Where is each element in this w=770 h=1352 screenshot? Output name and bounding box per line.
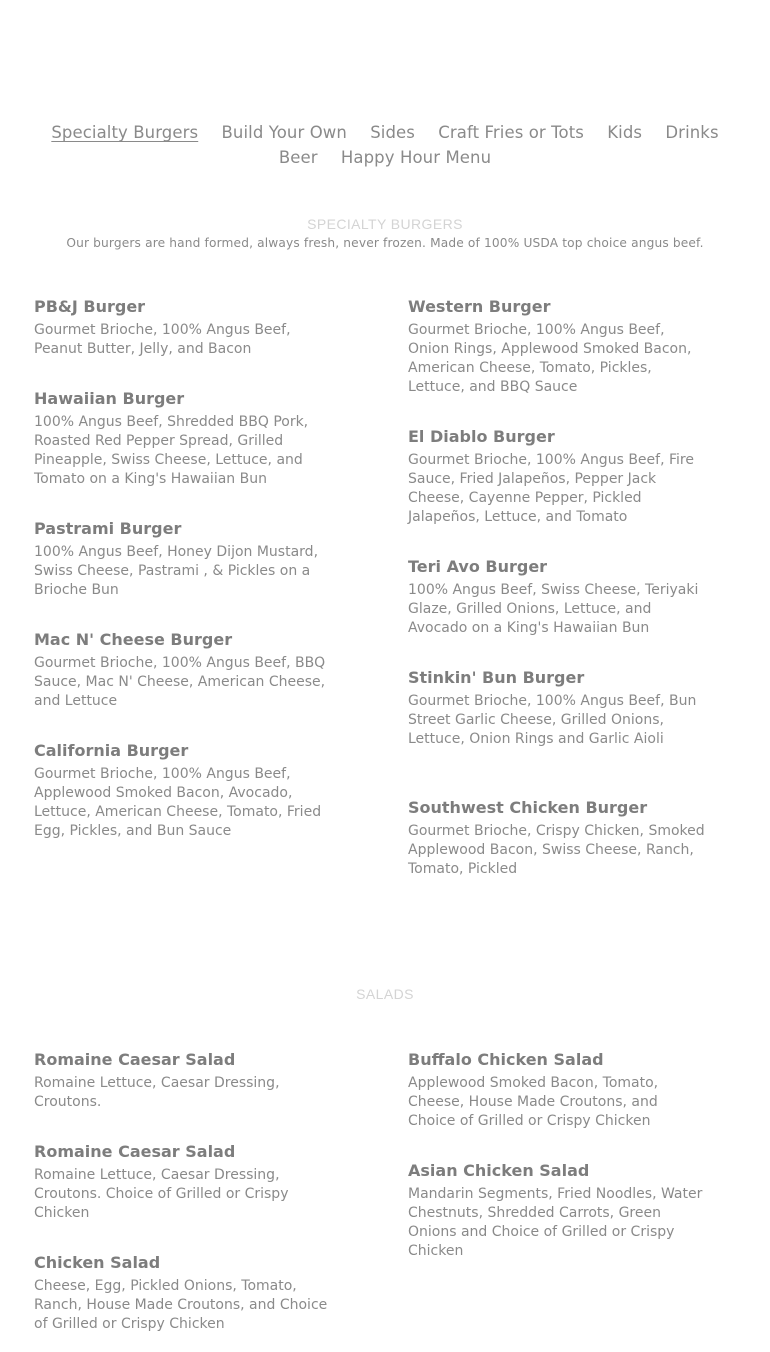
menu-item — [34, 297, 334, 359]
menu-item-name: Buffalo Chicken Salad — [408, 1050, 604, 1069]
menu-item-description: Applewood Smoked Bacon, Tomato, Cheese, House Made Croutons, and Choice of Grilled or Crispy Chicken — [408, 1075, 659, 1129]
menu-item — [408, 798, 708, 879]
nav-kids[interactable]: Kids — [607, 123, 643, 142]
menu-item — [408, 557, 708, 638]
menu-item — [408, 1161, 708, 1261]
menu-item — [34, 1050, 334, 1112]
menu-item — [34, 1253, 334, 1334]
menu-item — [34, 389, 334, 489]
nav-specialty-burgers[interactable]: Specialty Burgers — [51, 123, 199, 142]
menu-item — [34, 519, 334, 600]
nav-beer[interactable]: Beer — [278, 148, 318, 167]
menu-item-name: Romaine Caesar Salad — [34, 1050, 236, 1069]
section-title-salads: SALADS — [356, 986, 414, 1002]
menu-item-description: Gourmet Brioche, 100% Angus Beef, BBQ Sauce, Mac N' Cheese, American Cheese, and Lettuce — [34, 655, 326, 709]
menu-item — [34, 630, 334, 711]
menu-item-description: 100% Angus Beef, Shredded BBQ Pork, Roasted Red Pepper Spread, Grilled Pineapple, Swiss Cheese, Lettuce, and Tomato on a King's Hawaiian Bun — [34, 414, 309, 487]
menu-item — [34, 1142, 334, 1223]
menu-item-description: Romaine Lettuce, Caesar Dressing, Croutons. — [34, 1075, 280, 1110]
menu-category-nav — [0, 120, 770, 170]
menu-item-name: Asian Chicken Salad — [408, 1161, 590, 1180]
menu-item-name: Pastrami Burger — [34, 519, 182, 538]
nav-happy-hour-menu[interactable]: Happy Hour Menu — [340, 148, 492, 167]
nav-craft-fries-or-tots[interactable]: Craft Fries or Tots — [438, 123, 584, 142]
menu-item — [408, 427, 708, 527]
menu-item-description: Mandarin Segments, Fried Noodles, Water Chestnuts, Shredded Carrots, Green Onions and Choice of Grilled or Crispy Chicken — [408, 1186, 703, 1259]
menu-item — [408, 1050, 708, 1131]
nav-drinks[interactable]: Drinks — [665, 123, 719, 142]
section-title-specialty-burgers: SPECIALTY BURGERS — [307, 216, 463, 232]
menu-item-description: 100% Angus Beef, Honey Dijon Mustard, Swiss Cheese, Pastrami , & Pickles on a Brioche Bun — [34, 544, 319, 598]
menu-item-description: Gourmet Brioche, 100% Angus Beef, Onion Rings, Applewood Smoked Bacon, American Cheese, Tomato, Pickles, Lettuce, and BBQ Sauce — [408, 322, 692, 395]
menu-item-name: California Burger — [34, 741, 189, 760]
menu-item-name: Teri Avo Burger — [408, 557, 548, 576]
menu-item — [34, 741, 334, 841]
menu-item-name: Western Burger — [408, 297, 551, 316]
menu-item-description: Cheese, Egg, Pickled Onions, Tomato, Ranch, House Made Croutons, and Choice of Grilled or Crispy Chicken — [34, 1278, 328, 1332]
menu-item-name: Stinkin' Bun Burger — [408, 668, 585, 687]
menu-item — [408, 668, 708, 749]
menu-item-description: 100% Angus Beef, Swiss Cheese, Teriyaki Glaze, Grilled Onions, Lettuce, and Avocado on a King's Hawaiian Bun — [408, 582, 699, 636]
menu-item-description: Gourmet Brioche, 100% Angus Beef, Bun Street Garlic Cheese, Grilled Onions, Lettuce, Onion Rings and Garlic Aioli — [408, 693, 697, 747]
menu-item-name: Romaine Caesar Salad — [34, 1142, 236, 1161]
menu-item-description: Romaine Lettuce, Caesar Dressing, Croutons. Choice of Grilled or Crispy Chicken — [34, 1167, 289, 1221]
nav-sides[interactable]: Sides — [370, 123, 415, 142]
menu-item-description: Gourmet Brioche, 100% Angus Beef, Applewood Smoked Bacon, Avocado, Lettuce, American Cheese, Tomato, Fried Egg, Pickles, and Bun Sauce — [34, 766, 322, 839]
menu-item-description: Gourmet Brioche, Crispy Chicken, Smoked Applewood Bacon, Swiss Cheese, Ranch, Tomato, Pickled — [408, 823, 705, 877]
menu-item-name: Southwest Chicken Burger — [408, 798, 648, 817]
menu-item-name: El Diablo Burger — [408, 427, 555, 446]
menu-item-description: Gourmet Brioche, 100% Angus Beef, Peanut Butter, Jelly, and Bacon — [34, 322, 291, 357]
menu-item-name: Chicken Salad — [34, 1253, 161, 1272]
menu-item-description: Gourmet Brioche, 100% Angus Beef, Fire Sauce, Fried Jalapeños, Pepper Jack Cheese, Cayenne Pepper, Pickled Jalapeños, Lettuce, and Tomato — [408, 452, 694, 525]
menu-item — [408, 297, 708, 397]
section-description-specialty-burgers: Our burgers are hand formed, always fresh, never frozen. Made of 100% USDA top choice angus beef. — [66, 236, 704, 250]
menu-item-name: Mac N' Cheese Burger — [34, 630, 233, 649]
nav-build-your-own[interactable]: Build Your Own — [221, 123, 347, 142]
menu-item-name: Hawaiian Burger — [34, 389, 185, 408]
menu-item-name: PB&J Burger — [34, 297, 146, 316]
